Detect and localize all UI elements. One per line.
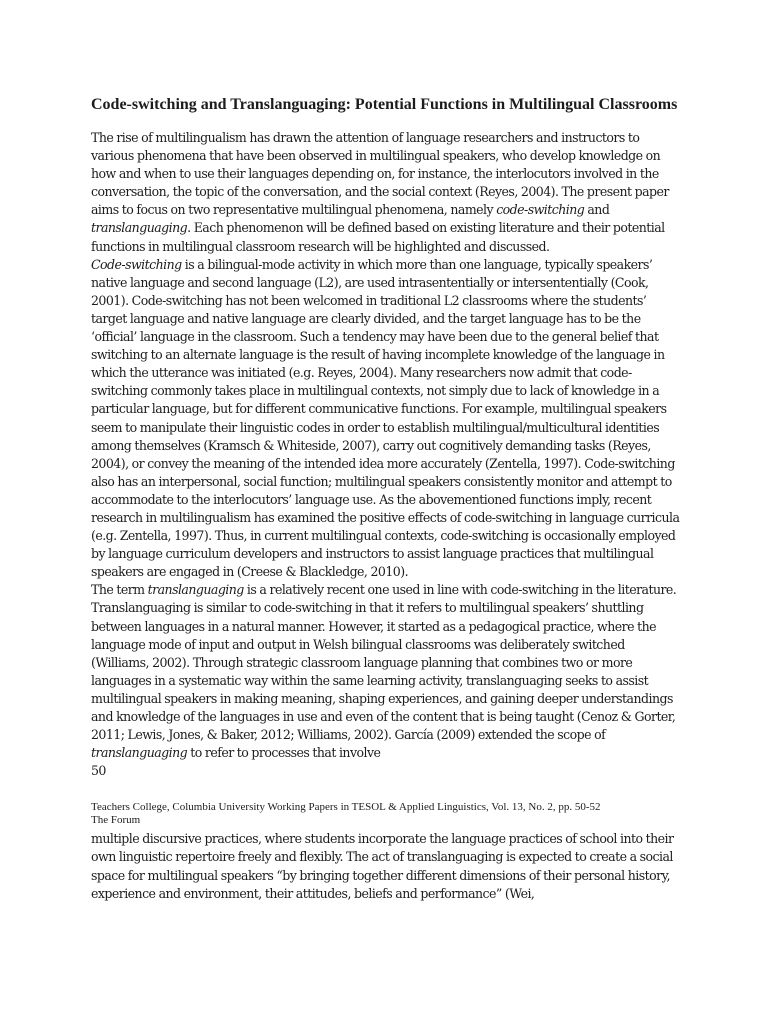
italic-term: translanguaging <box>91 745 188 761</box>
document-page <box>91 94 681 903</box>
paragraph-code-switching <box>91 256 681 582</box>
italic-term: code-switching <box>496 202 585 218</box>
italic-term: translanguaging <box>91 220 188 236</box>
document-title: Code-switching and Translanguaging: Potential Functions in Multilingual Classrooms <box>91 96 678 113</box>
page-number: 50 <box>91 763 106 779</box>
text-span: to refer to processes that involve <box>187 745 381 761</box>
italic-term: Code-switching <box>91 256 182 272</box>
page-footer <box>91 801 681 827</box>
paragraph-translanguaging <box>91 581 681 762</box>
document-body <box>91 129 681 780</box>
continued-text-block <box>91 830 681 902</box>
text-span: . Each phenomenon will be defined based on existing literature and their potential functions in multilingual classroom research will be highlighted and discussed. <box>91 220 665 254</box>
text-span: is a bilingual-mode activity in which more than one language, typically speakers’ native language and second language (L2), are used intrasententially or intersententially (Cook, 2001). Code-switching has not been welcomed in traditional L2 classrooms where the students’ target language and native language are clearly divided, and the target language has to be the ‘official’ language in the classroom. Such a tendency may have been due to the general belief that switching to an alternate language is the result of having incomplete knowledge of the language in which the utterance was initiated (e.g. Reyes, 2004). Many researchers now admit that code-switching commonly takes place in multilingual contexts, not simply due to lack of knowledge in a particular language, but for different communicative functions. For example, multilingual speakers seem to manipulate their linguistic codes in order to establish multilingual/multicultural identities among themselves (Kramsch & Whiteside, 2007), carry out cognitively demanding tasks (Reyes, 2004), or convey the meaning of the intended idea more accurately (Zentella, 1997). Code-switching also has an interpersonal, social function; multilingual speakers consistently monitor and attempt to accommodate to the interlocutors’ language use. As the abovementioned functions imply, recent research in multilingualism has examined the positive effects of code-switching in language curricula (e.g. Zentella, 1997). Thus, in current multilingual contexts, code-switching is occasionally employed by language curriculum developers and instructors to assist language practices that multilingual speakers are engaged in (Creese & Blackledge, 2010). <box>91 256 680 580</box>
journal-citation: Teachers College, Columbia University Working Papers in TESOL & Applied Linguistics, Vol. 13, No. 2, pp. 50-52 <box>91 801 601 814</box>
text-span: is a relatively recent one used in line with code-switching in the literature. Translanguaging is similar to code-switching in that it refers to multilingual speakers’ shuttling between languages in a natural manner. However, it started as a pedagogical practice, where the language mode of input and output in Welsh bilingual classrooms was deliberately switched (Williams, 2002). Through strategic classroom language planning that combines two or more languages in a systematic way within the same learning activity, translanguaging seeks to assist multilingual speakers in making meaning, shaping experiences, and gaining deeper understandings and knowledge of the languages in use and even of the content that is being taught (Cenoz & Gorter, 2011; Lewis, Jones, & Baker, 2012; Williams, 2002). García (2009) extended the scope of <box>91 582 677 743</box>
section-label: The Forum <box>91 814 141 827</box>
text-span: and <box>584 202 610 218</box>
text-span: The rise of multilingualism has drawn the attention of language researchers and instructors to various phenomena that have been observed in multilingual speakers, who develop knowledge on how and when to use their languages depending on, for instance, the interlocutors involved in the conversation, the topic of the conversation, and the social context (Reyes, 2004). The present paper aims to focus on two representative multilingual phenomena, namely <box>91 130 669 218</box>
text-span: The term <box>91 582 148 598</box>
paragraph-intro <box>91 129 681 256</box>
italic-term: translanguaging <box>147 582 244 598</box>
paragraph-continuation: multiple discursive practices, where students incorporate the language practices of school into their own linguistic repertoire freely and flexibly. The act of translanguaging is expected to create a social space for multilingual speakers “by bringing together different dimensions of their personal history, experience and environment, their attitudes, beliefs and performance” (Wei, <box>91 831 674 901</box>
